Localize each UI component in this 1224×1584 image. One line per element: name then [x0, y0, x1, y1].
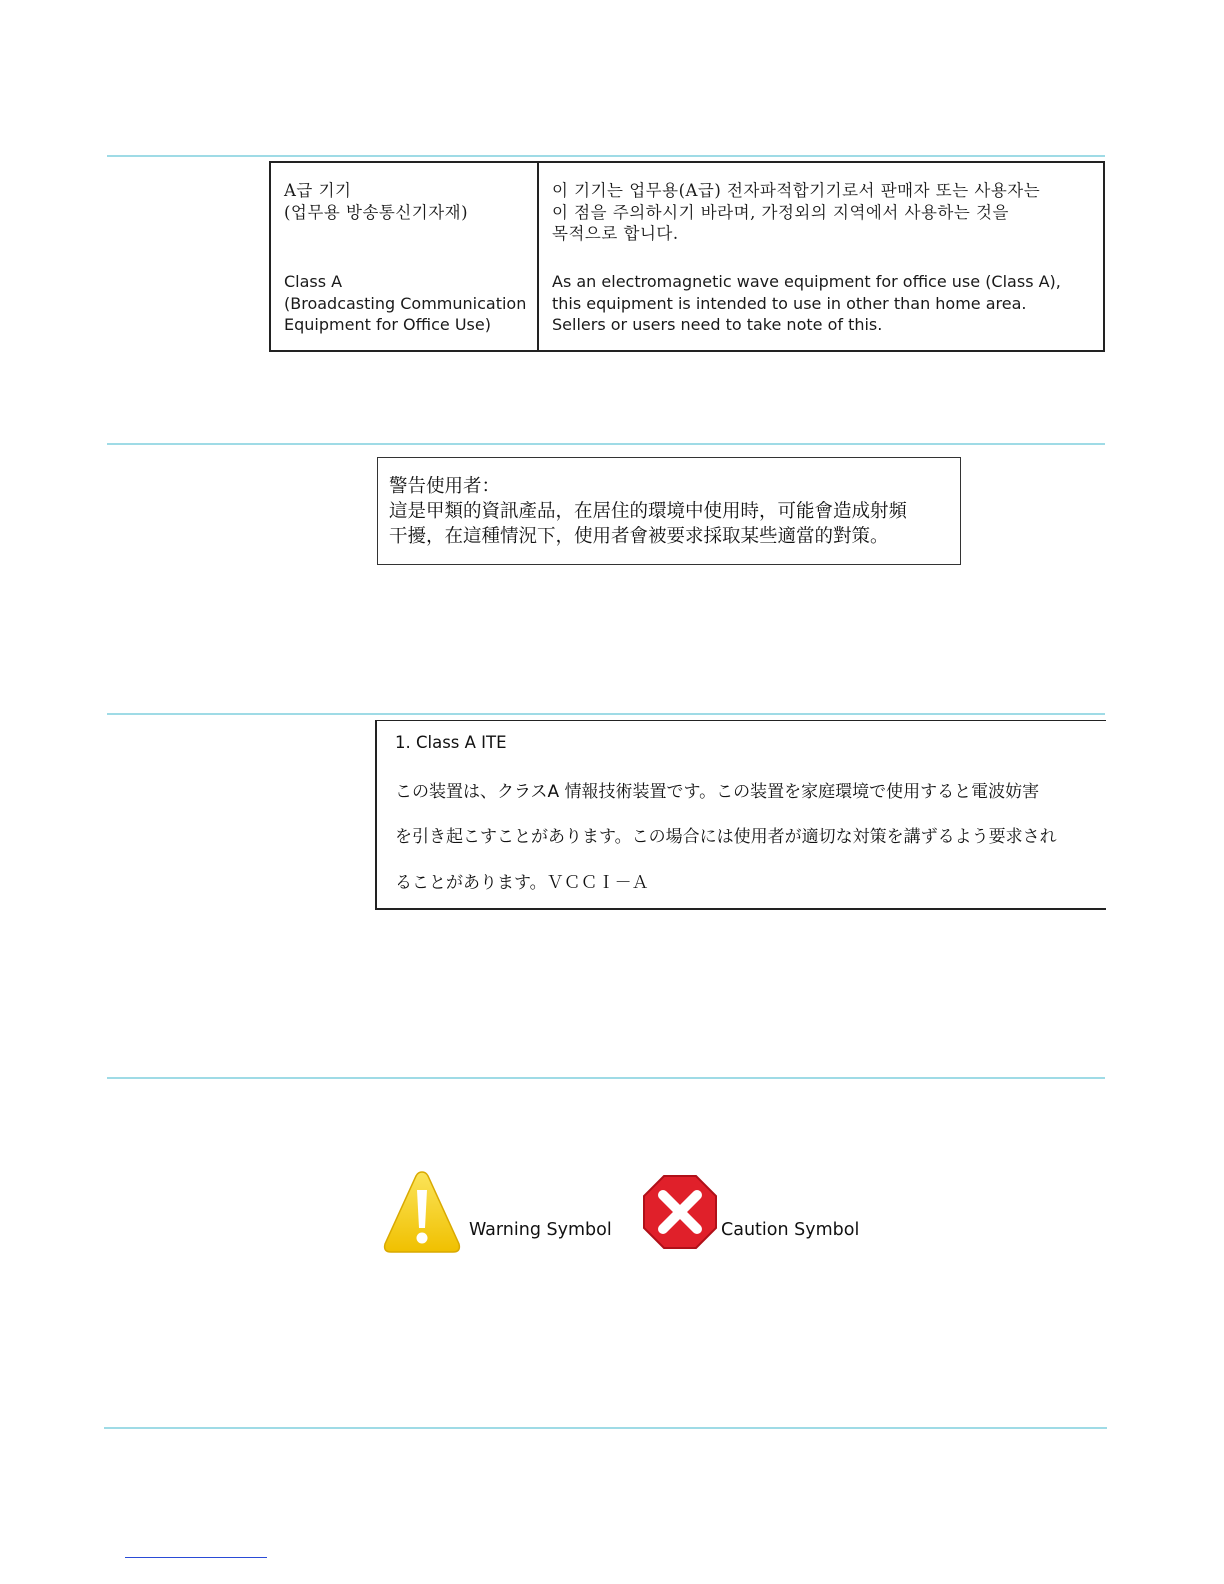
korea-statement-en: [552, 271, 1093, 336]
section-rule-2: [107, 443, 1105, 445]
korea-statement-ko-line: 이 점을 주의하시기 바라며, 가정외의 지역에서 사용하는 것을: [552, 202, 1009, 222]
japan-vcci-heading: 1. Class A ITE: [395, 733, 507, 752]
caution-symbol-label: Caution Symbol: [721, 1220, 860, 1240]
korea-class-en-line: Class A: [284, 272, 343, 291]
korea-statement-ko: [552, 180, 1093, 245]
korea-class-ko-line: (업무용 방송통신기자재): [284, 202, 469, 222]
korea-class-en-line: Equipment for Office Use): [284, 315, 491, 334]
korea-class-en-line: (Broadcasting Communication: [284, 293, 527, 313]
korea-statement-ko-line: 목적으로 합니다.: [552, 224, 679, 243]
caution-octagon-icon: [642, 1174, 718, 1250]
footer-link-underline[interactable]: [125, 1557, 267, 1558]
korea-class-a-table: [269, 161, 1105, 352]
warning-triangle-icon: [382, 1168, 462, 1256]
korea-statement-en-line: this equipment is intended to use in other than home area.: [552, 293, 1027, 313]
section-rule-4: [107, 1077, 1105, 1079]
warning-symbol-label: Warning Symbol: [469, 1220, 612, 1240]
section-rule-1: [107, 155, 1105, 157]
korea-statement-ko-line: 이 기기는 업무용(A급) 전자파적합기기로서 판매자 또는 사용자는: [552, 181, 1041, 200]
taiwan-bsmi-warning-box: [377, 457, 961, 565]
japan-vcci-line: を引き起こすことがあります。この場合には使用者が適切な対策を講ずるよう要求され: [395, 827, 1057, 847]
symbols-legend: [380, 1168, 880, 1260]
japan-vcci-line: ることがあります。ＶＣＣＩ－Ａ: [395, 873, 649, 893]
section-rule-5: [104, 1427, 1107, 1429]
japan-vcci-line: この装置は、クラスA 情報技術装置です。この装置を家庭環境で使用すると電波妨害: [395, 782, 1040, 802]
korea-statement-en-line: Sellers or users need to take note of this.: [552, 315, 883, 334]
japan-vcci-box: [375, 720, 1106, 910]
taiwan-warning-line: 這是甲類的資訊產品，在居住的環境中使用時，可能會造成射頻: [389, 501, 908, 522]
korea-class-ko-line: A급 기기: [284, 181, 352, 200]
taiwan-warning-line: 干擾，在這種情況下，使用者會被要求採取某些適當的對策。: [389, 526, 889, 547]
korea-class-en: [284, 271, 527, 336]
section-rule-3: [107, 713, 1105, 715]
taiwan-warning-line: 警告使用者：: [389, 476, 501, 497]
korea-class-ko: [284, 180, 527, 223]
korea-class-column: [271, 163, 539, 350]
korea-statement-column: [539, 163, 1103, 350]
korea-statement-en-line: As an electromagnetic wave equipment for office use (Class A),: [552, 272, 1061, 291]
